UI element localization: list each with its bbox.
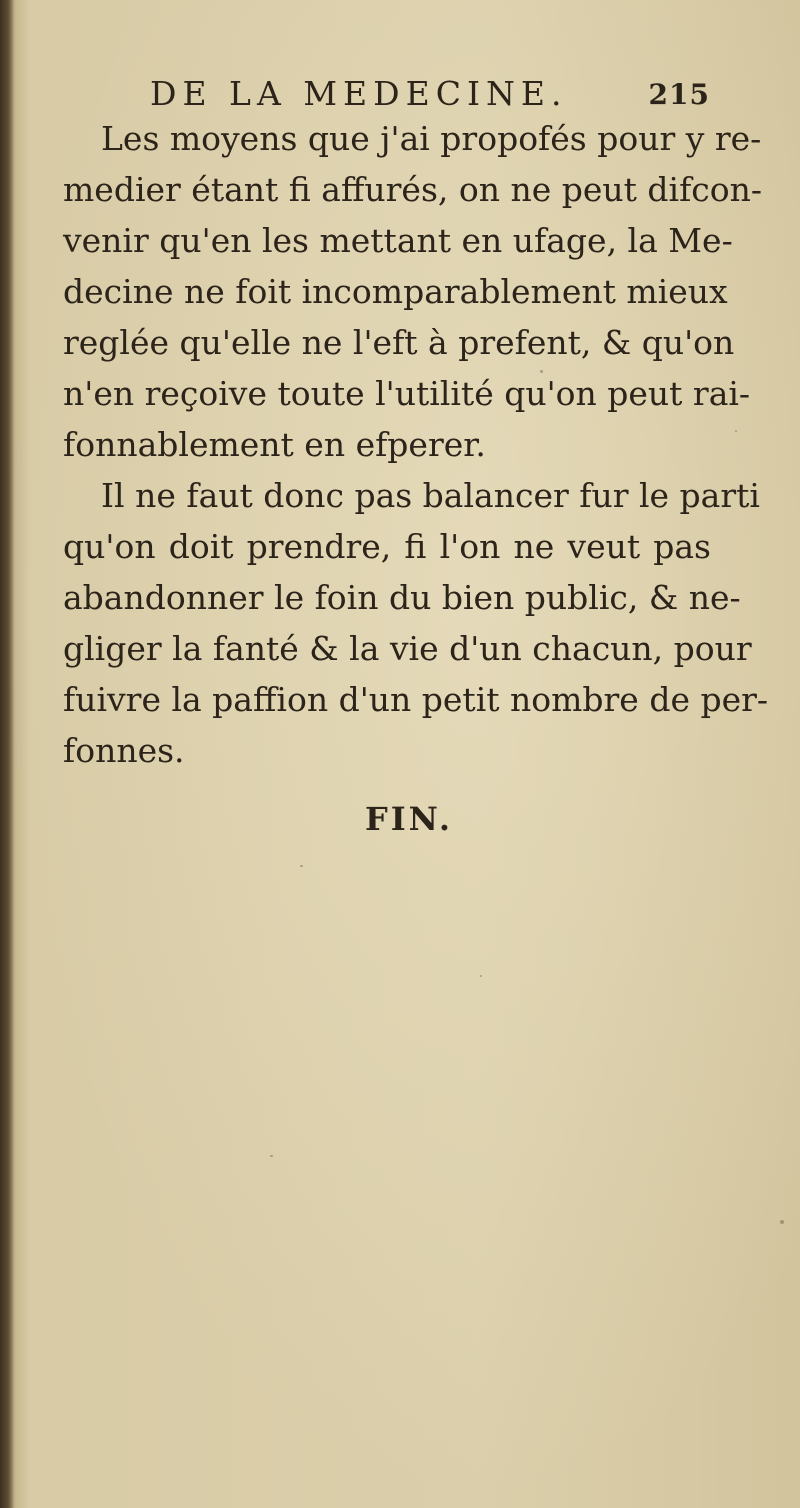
- running-title: DE LA MEDECINE.: [150, 74, 568, 113]
- paragraph-2: [63, 470, 769, 776]
- paper-speck: [540, 370, 543, 373]
- paper-speck: [270, 1155, 273, 1157]
- body-text: [63, 113, 769, 776]
- text-line: n'en reçoive toute l'utilité qu'on peut rai-: [63, 374, 751, 413]
- text-line: reglée qu'elle ne l'eft à prefent, & qu'on: [63, 323, 735, 362]
- text-line: Il ne faut donc pas balancer fur le parti: [101, 476, 760, 515]
- text-line: decine ne foit incomparablement mieux: [63, 272, 728, 311]
- paper-speck: [300, 865, 303, 867]
- text-line: venir qu'en les mettant en ufage, la Me-: [63, 221, 733, 260]
- paper-speck: [705, 600, 707, 602]
- closing-fin: FIN.: [364, 800, 454, 838]
- page-gutter: [0, 0, 14, 1508]
- text-line: fonnablement en efperer.: [63, 425, 486, 464]
- text-line: Les moyens que j'ai propofés pour y re-: [101, 119, 762, 158]
- paper-speck: [780, 1220, 784, 1224]
- page-number: 215: [648, 78, 710, 111]
- paragraph-1: [63, 113, 763, 470]
- paper-speck: [480, 975, 482, 977]
- text-line: qu'on doit prendre, fi l'on ne veut pas: [63, 527, 711, 566]
- text-line: gliger la fanté & la vie d'un chacun, pour: [63, 629, 752, 668]
- text-line: abandonner le foin du bien public, & ne-: [63, 578, 741, 617]
- text-line: medier étant fi affurés, on ne peut difcon-: [63, 170, 763, 209]
- text-line: fonnes.: [63, 731, 185, 770]
- text-line: fuivre la paffion d'un petit nombre de per-: [63, 680, 769, 719]
- paper-speck: [735, 430, 737, 432]
